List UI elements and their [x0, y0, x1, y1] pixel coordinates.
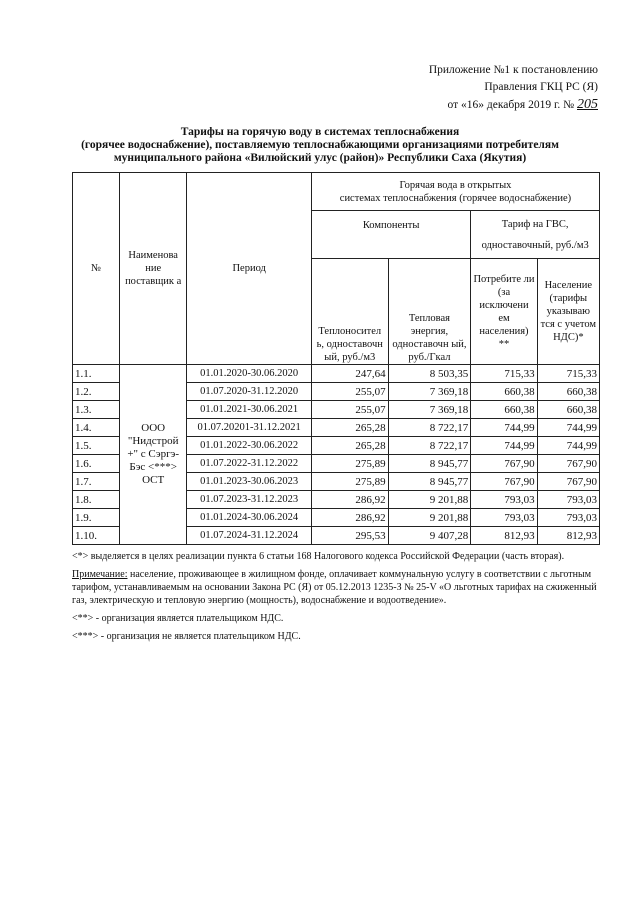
row-population-tariff: 812,93	[537, 527, 599, 545]
appendix-line-1: Приложение №1 к постановлению	[428, 64, 598, 76]
remark-text: население, проживающее в жилищном фонде, оплачивает коммунальную услугу в соответствии с льготным тарифом, устанавливаемым на основании Закона РС (Я) от 05.12.2013 1235-З № 25-V «О льготных тарифах на сжиженный газ, электрическую и тепловую энергию (мощность), водоснабжение и водоотведение».	[72, 569, 597, 606]
row-period: 01.01.2020-30.06.2020	[187, 365, 312, 383]
row-heat-carrier: 275,89	[311, 455, 388, 473]
row-period: 01.07.20201-31.12.2021	[187, 419, 312, 437]
row-population-tariff: 744,99	[537, 419, 599, 437]
col-header-consumers: Потребите ли (за исключени ем населения) **	[471, 259, 537, 365]
footnote-vat-payer: <**> - организация является плательщиком НДС.	[72, 613, 284, 624]
row-heat-carrier: 295,53	[311, 527, 388, 545]
tariff-gvs-line-2: одноставочный, руб./м3	[481, 239, 589, 251]
tariff-table-body	[73, 365, 600, 545]
row-consumers-tariff: 793,03	[471, 509, 537, 527]
remark-label: Примечание:	[72, 569, 128, 580]
row-period: 01.01.2023-30.06.2023	[187, 473, 312, 491]
row-heat-carrier: 255,07	[311, 383, 388, 401]
row-heat-energy: 7 369,18	[388, 401, 471, 419]
row-heat-carrier: 265,28	[311, 437, 388, 455]
appendix-date: от «16» декабря 2019 г. №	[447, 99, 575, 111]
title-line-1: Тарифы на горячую воду в системах теплоснабжения	[180, 126, 460, 138]
row-consumers-tariff: 744,99	[471, 437, 537, 455]
col-header-hot-water	[311, 173, 599, 211]
row-population-tariff: 715,33	[537, 365, 599, 383]
row-consumers-tariff: 715,33	[471, 365, 537, 383]
row-number: 1.5.	[73, 437, 120, 455]
row-period: 01.01.2021-30.06.2021	[187, 401, 312, 419]
row-period: 01.07.2023-31.12.2023	[187, 491, 312, 509]
row-consumers-tariff: 767,90	[471, 473, 537, 491]
row-period: 01.07.2022-31.12.2022	[187, 455, 312, 473]
appendix-line-3	[429, 96, 598, 114]
appendix-line-2: Правления ГКЦ РС (Я)	[484, 81, 598, 93]
tariff-gvs-line-1: Тариф на ГВС,	[501, 218, 569, 230]
row-number: 1.3.	[73, 401, 120, 419]
col-header-tariff-gvs	[471, 211, 600, 259]
col-header-number: №	[73, 173, 120, 365]
row-population-tariff: 767,90	[537, 455, 599, 473]
row-population-tariff: 793,03	[537, 491, 599, 509]
row-heat-energy: 7 369,18	[388, 383, 471, 401]
row-population-tariff: 660,38	[537, 383, 599, 401]
row-period: 01.01.2024-30.06.2024	[187, 509, 312, 527]
row-heat-energy: 9 201,88	[388, 491, 471, 509]
row-number: 1.7.	[73, 473, 120, 491]
row-heat-energy: 9 407,28	[388, 527, 471, 545]
row-consumers-tariff: 812,93	[471, 527, 537, 545]
row-heat-energy: 9 201,88	[388, 509, 471, 527]
col-header-period: Период	[187, 173, 312, 365]
row-number: 1.6.	[73, 455, 120, 473]
row-population-tariff: 767,90	[537, 473, 599, 491]
row-number: 1.10.	[73, 527, 120, 545]
col-header-heat-energy: Тепловая энергия, одноставочн ый, руб./Гкал	[388, 259, 471, 365]
title-line-2: (горячее водоснабжение), поставляемую теплоснабжающими организациями потребителям	[81, 139, 559, 151]
hot-water-line-1: Горячая вода в открытых	[399, 179, 512, 191]
footnote-remark	[72, 568, 600, 607]
row-heat-carrier: 265,28	[311, 419, 388, 437]
supplier-name: ООО "Нидстрой +" с Сэргэ- Бэс <***> ОСТ	[119, 365, 186, 545]
row-consumers-tariff: 660,38	[471, 383, 537, 401]
row-heat-carrier: 247,64	[311, 365, 388, 383]
row-consumers-tariff: 767,90	[471, 455, 537, 473]
row-number: 1.2.	[73, 383, 120, 401]
row-period: 01.07.2020-31.12.2020	[187, 383, 312, 401]
row-consumers-tariff: 660,38	[471, 401, 537, 419]
footnote-not-vat-payer: <***> - организация не является плательщиком НДС.	[72, 631, 301, 642]
row-heat-carrier: 286,92	[311, 509, 388, 527]
row-population-tariff: 793,03	[537, 509, 599, 527]
row-period: 01.07.2024-31.12.2024	[187, 527, 312, 545]
row-heat-energy: 8 945,77	[388, 455, 471, 473]
table-row	[73, 365, 600, 383]
footnote-vat-allocation: <*> выделяется в целях реализации пункта 6 статьи 168 Налогового кодекса Российской Федерации (часть вторая).	[72, 551, 565, 562]
footnotes	[72, 550, 600, 648]
row-heat-energy: 8 503,35	[388, 365, 471, 383]
row-heat-carrier: 286,92	[311, 491, 388, 509]
row-population-tariff: 744,99	[537, 437, 599, 455]
tariff-table	[72, 172, 600, 545]
document-title	[60, 126, 580, 165]
hot-water-line-2: системах теплоснабжения (горячее водоснабжение)	[339, 192, 572, 204]
row-heat-energy: 8 722,17	[388, 437, 471, 455]
row-consumers-tariff: 744,99	[471, 419, 537, 437]
row-period: 01.01.2022-30.06.2022	[187, 437, 312, 455]
col-header-heat-carrier: Теплоносител ь, одноставочн ый, руб./м3	[311, 259, 388, 365]
row-heat-energy: 8 722,17	[388, 419, 471, 437]
row-heat-energy: 8 945,77	[388, 473, 471, 491]
resolution-number: 205	[577, 97, 598, 112]
appendix-header	[429, 62, 598, 114]
col-header-supplier: Наименова ние поставщик а	[119, 173, 186, 365]
row-heat-carrier: 255,07	[311, 401, 388, 419]
row-number: 1.4.	[73, 419, 120, 437]
row-number: 1.8.	[73, 491, 120, 509]
col-header-population: Население (тарифы указываю тся с учетом НДС)*	[537, 259, 599, 365]
row-number: 1.9.	[73, 509, 120, 527]
row-population-tariff: 660,38	[537, 401, 599, 419]
row-heat-carrier: 275,89	[311, 473, 388, 491]
row-number: 1.1.	[73, 365, 120, 383]
row-consumers-tariff: 793,03	[471, 491, 537, 509]
title-line-3: муниципального района «Вилюйский улус (район)» Республики Саха (Якутия)	[113, 152, 527, 164]
col-header-components: Компоненты	[311, 211, 470, 259]
